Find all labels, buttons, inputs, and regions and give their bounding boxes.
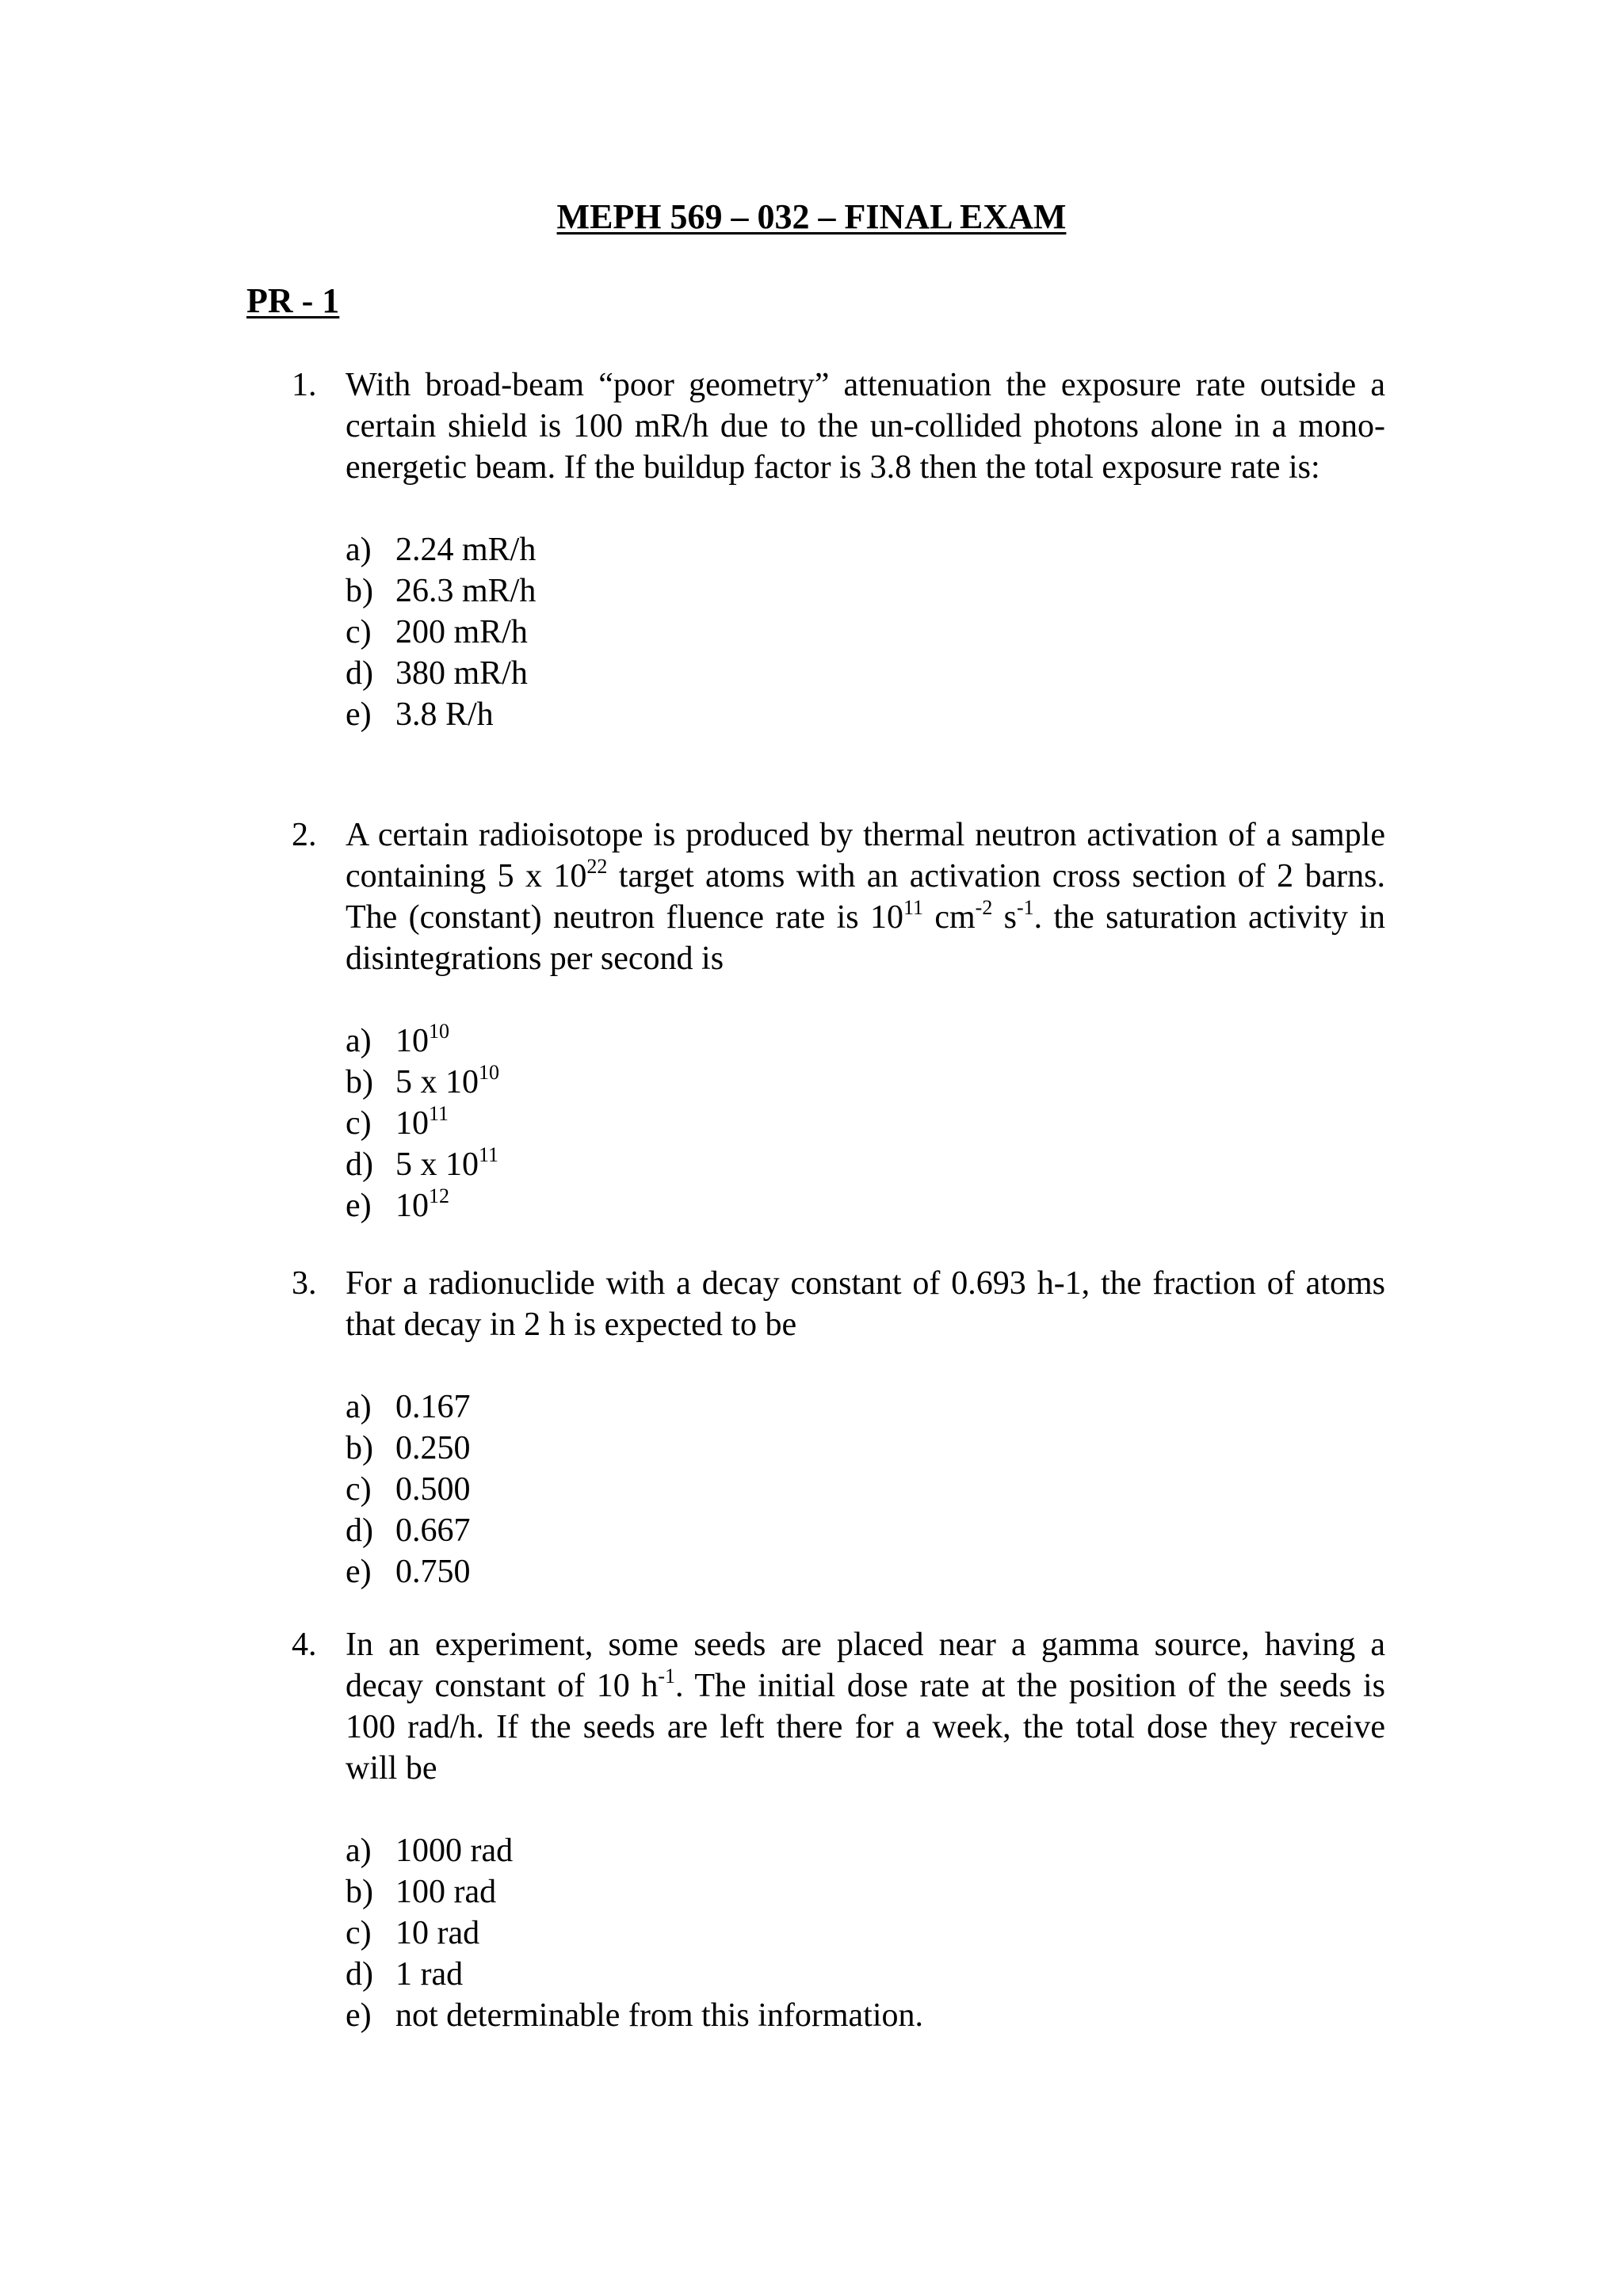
exponent: -2 <box>975 896 993 919</box>
option-c <box>346 1103 1385 1144</box>
option-text: not determinable from this information. <box>395 1997 924 2034</box>
option-letter: c) <box>346 1915 372 1951</box>
option-letter: d) <box>346 1956 373 1993</box>
exponent: -1 <box>1017 896 1034 919</box>
option-base: 10 <box>395 1188 429 1224</box>
option-letter: b) <box>346 1430 373 1466</box>
option-text <box>395 1020 449 1062</box>
section-label: PR - 1 <box>246 281 340 320</box>
option-letter: e) <box>346 1554 372 1590</box>
question-text-part: . the saturation activity in disintegrations per second is <box>346 899 1385 977</box>
option-text: 0.667 <box>395 1512 471 1549</box>
option-c <box>346 612 1385 653</box>
answer-options <box>346 1386 1385 1592</box>
option-e <box>346 1551 1385 1592</box>
exponent: 12 <box>429 1184 449 1207</box>
question-text <box>346 814 1385 979</box>
question-4 <box>292 1624 1385 2036</box>
option-letter: a) <box>346 1023 372 1059</box>
question-text: For a radionuclide with a decay constant of 0.693 h-1, the fraction of atoms that decay in 2 h is expected to be <box>346 1265 1385 1343</box>
answer-options <box>346 1020 1385 1226</box>
question-number: 2. <box>292 817 317 853</box>
option-base: 10 <box>395 1023 429 1059</box>
option-text: 380 mR/h <box>395 655 528 692</box>
option-text: 0.750 <box>395 1554 471 1590</box>
option-a <box>346 1386 1385 1428</box>
answer-options <box>346 529 1385 735</box>
question-number: 4. <box>292 1627 317 1663</box>
option-text: 1 rad <box>395 1956 464 1993</box>
option-text: 10 rad <box>395 1915 480 1951</box>
option-c <box>346 1913 1385 1954</box>
option-e <box>346 1995 1385 2036</box>
option-text <box>395 1062 499 1103</box>
option-text: 200 mR/h <box>395 614 528 650</box>
option-letter: c) <box>346 1105 372 1142</box>
question-number: 1. <box>292 367 317 403</box>
option-e <box>346 694 1385 735</box>
option-base: 5 x 10 <box>395 1146 479 1183</box>
exponent: 11 <box>479 1143 499 1166</box>
question-1 <box>292 364 1385 735</box>
option-text: 1000 rad <box>395 1833 514 1869</box>
option-letter: b) <box>346 1874 373 1910</box>
question-number: 3. <box>292 1265 317 1302</box>
option-letter: d) <box>346 1146 373 1183</box>
option-d <box>346 1510 1385 1551</box>
question-text-part: target atoms with an activation cross section of 2 barns. The (constant) neutron fluence rate is 10 <box>346 858 1385 936</box>
option-text <box>395 1103 449 1144</box>
option-d <box>346 1144 1385 1185</box>
option-e <box>346 1185 1385 1226</box>
option-b <box>346 1871 1385 1913</box>
exponent: 11 <box>429 1102 449 1125</box>
exponent: 10 <box>479 1061 499 1084</box>
question-text-part: s <box>992 899 1017 936</box>
exponent: 11 <box>903 896 924 919</box>
exponent: 22 <box>586 855 608 878</box>
option-text <box>395 1185 449 1226</box>
option-letter: a) <box>346 532 372 568</box>
option-text: 0.167 <box>395 1389 471 1425</box>
question-text <box>346 1624 1385 1789</box>
option-text: 100 rad <box>395 1874 497 1910</box>
option-text: 3.8 R/h <box>395 696 494 733</box>
option-a <box>346 1020 1385 1062</box>
option-b <box>346 570 1385 612</box>
option-b <box>346 1062 1385 1103</box>
option-base: 5 x 10 <box>395 1064 479 1100</box>
option-a <box>346 1830 1385 1871</box>
option-letter: b) <box>346 573 373 609</box>
question-3 <box>292 1263 1385 1592</box>
option-text <box>395 1144 498 1185</box>
question-text-part: . The initial dose rate at the position of the seeds is 100 rad/h. If the seeds are left there for a week, the total dose they receive will be <box>346 1668 1385 1787</box>
option-letter: d) <box>346 655 373 692</box>
question-text-part: In an experiment, some seeds are placed near a gamma source, having a decay constant of 10 h <box>346 1627 1385 1704</box>
option-letter: a) <box>346 1389 372 1425</box>
exponent: -1 <box>658 1665 676 1688</box>
option-letter: b) <box>346 1064 373 1100</box>
option-a <box>346 529 1385 570</box>
option-base: 10 <box>395 1105 429 1142</box>
option-c <box>346 1469 1385 1510</box>
question-text: With broad-beam “poor geometry” attenuation the exposure rate outside a certain shield is 100 mR/h due to the un-collided photons alone in a mono-energetic beam. If the buildup factor is 3.8 then the total exposure rate is: <box>346 367 1385 486</box>
option-d <box>346 653 1385 694</box>
question-2 <box>292 814 1385 1226</box>
option-letter: e) <box>346 696 372 733</box>
option-letter: d) <box>346 1512 373 1549</box>
option-letter: a) <box>346 1833 372 1869</box>
option-b <box>346 1428 1385 1469</box>
page-title: MEPH 569 – 032 – FINAL EXAM <box>556 197 1067 236</box>
option-letter: c) <box>346 614 372 650</box>
exponent: 10 <box>429 1020 449 1043</box>
option-text: 2.24 mR/h <box>395 532 537 568</box>
question-text-part: cm <box>923 899 976 936</box>
option-text: 0.250 <box>395 1430 471 1466</box>
option-text: 26.3 mR/h <box>395 573 537 609</box>
option-letter: e) <box>346 1188 372 1224</box>
option-d <box>346 1954 1385 1995</box>
option-text: 0.500 <box>395 1471 471 1508</box>
option-letter: c) <box>346 1471 372 1508</box>
question-text-part: A certain radioisotope is produced by thermal neutron activation of a sample containing 5 x 10 <box>346 817 1385 894</box>
option-letter: e) <box>346 1997 372 2034</box>
answer-options <box>346 1830 1385 2036</box>
